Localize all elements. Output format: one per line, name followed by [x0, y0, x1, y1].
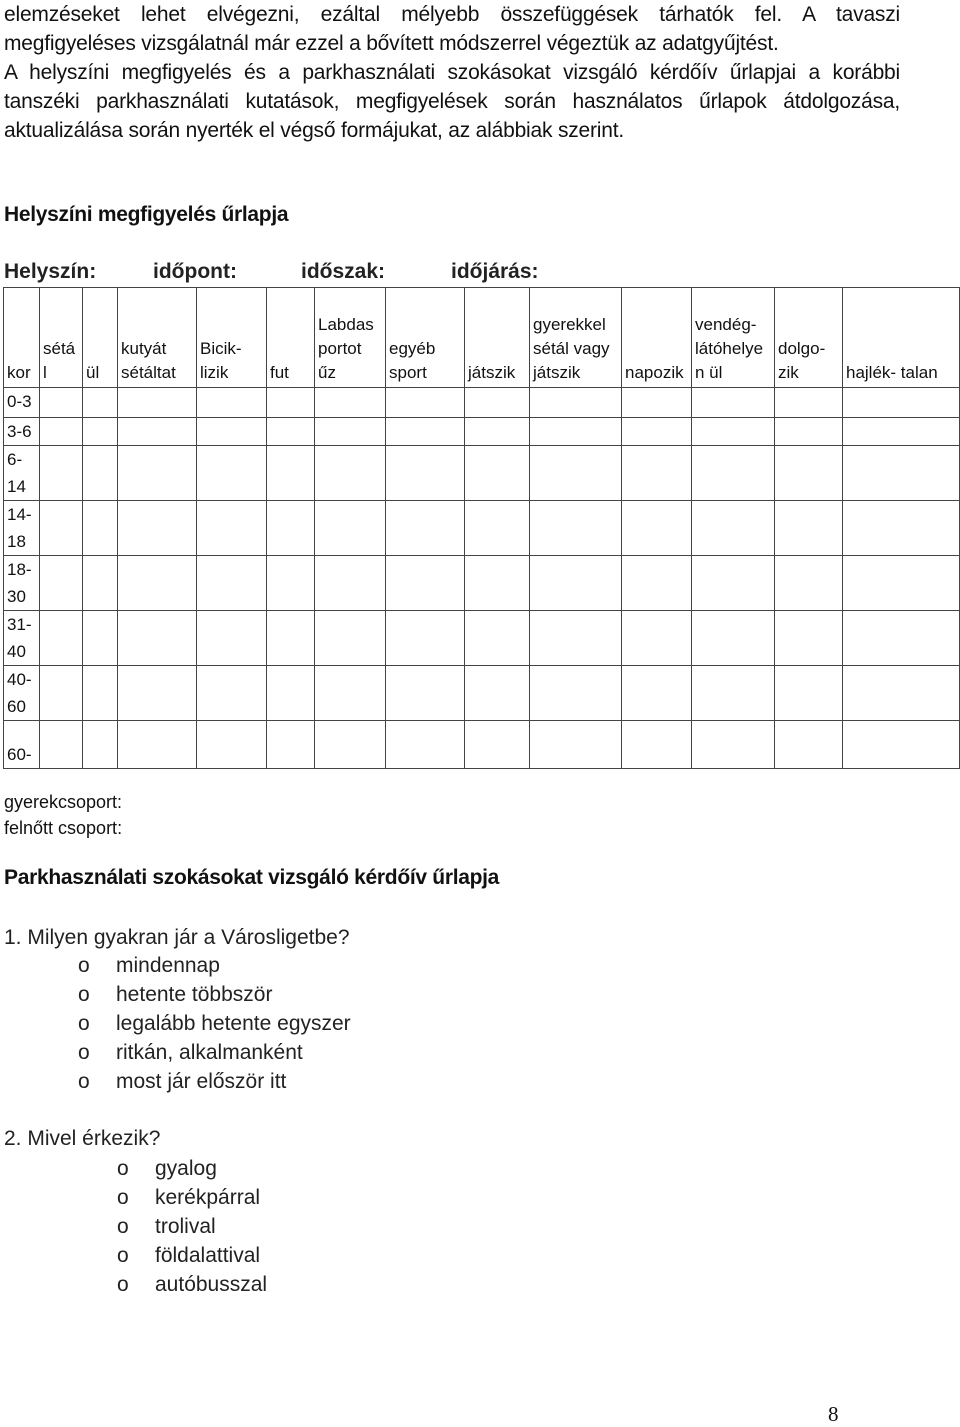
tally-cell — [775, 666, 843, 721]
tally-cell — [267, 446, 315, 501]
tally-cell — [267, 556, 315, 611]
column-header: napozik — [622, 288, 692, 388]
option-bullet-icon: o — [78, 1012, 90, 1035]
tally-cell — [118, 388, 197, 418]
tally-cell — [83, 418, 118, 446]
tally-cell — [118, 418, 197, 446]
tally-cell — [386, 388, 465, 418]
tally-cell — [40, 611, 83, 666]
option-label: gyalog — [155, 1157, 217, 1180]
tally-cell — [40, 446, 83, 501]
option-label: földalattival — [155, 1244, 261, 1267]
answer-option — [117, 1215, 267, 1244]
tally-cell — [386, 501, 465, 556]
age-group-cell: 14- 18 — [4, 501, 40, 556]
tally-cell — [775, 418, 843, 446]
tally-cell — [118, 721, 197, 769]
age-group-cell: 60- — [4, 721, 40, 769]
option-bullet-icon: o — [117, 1157, 129, 1180]
answer-option — [117, 1186, 267, 1215]
column-header: sétá l — [40, 288, 83, 388]
tally-cell — [530, 446, 622, 501]
column-header: Bicik- lizik — [197, 288, 267, 388]
table-row — [4, 611, 960, 666]
tally-cell — [83, 501, 118, 556]
tally-cell — [692, 666, 775, 721]
tally-cell — [530, 501, 622, 556]
tally-cell — [530, 556, 622, 611]
intro-line: aktualizálása során nyerték el végső formájukat, az alábbiak szerint. — [4, 119, 625, 142]
tally-cell — [197, 501, 267, 556]
field-weather: időjárás: — [451, 260, 539, 283]
tally-cell — [530, 611, 622, 666]
tally-cell — [267, 666, 315, 721]
column-header: egyéb sport — [386, 288, 465, 388]
tally-cell — [267, 388, 315, 418]
tally-cell — [530, 388, 622, 418]
option-bullet-icon: o — [117, 1244, 129, 1267]
question-1: 1. Milyen gyakran jár a Városligetbe? — [4, 926, 350, 949]
tally-cell — [775, 556, 843, 611]
tally-cell — [118, 556, 197, 611]
tally-cell — [40, 721, 83, 769]
tally-cell — [465, 501, 530, 556]
tally-cell — [692, 446, 775, 501]
option-bullet-icon: o — [117, 1186, 129, 1209]
tally-cell — [386, 556, 465, 611]
tally-cell — [775, 611, 843, 666]
tally-cell — [775, 501, 843, 556]
table-row — [4, 556, 960, 611]
tally-cell — [197, 721, 267, 769]
column-header: kor — [4, 288, 40, 388]
tally-cell — [197, 611, 267, 666]
tally-cell — [692, 611, 775, 666]
intro-line: megfigyeléses vizsgálatnál már ezzel a bővített módszerrel végeztük az adatgyűjtést. — [4, 32, 779, 55]
option-label: hetente többször — [116, 983, 273, 1006]
tally-cell — [40, 556, 83, 611]
age-group-cell: 40- 60 — [4, 666, 40, 721]
tally-cell — [692, 501, 775, 556]
tally-cell — [40, 666, 83, 721]
tally-cell — [622, 501, 692, 556]
column-header: gyerekkel sétál vagy játszik — [530, 288, 622, 388]
tally-cell — [386, 666, 465, 721]
tally-cell — [40, 418, 83, 446]
answer-option — [78, 954, 351, 983]
tally-cell — [386, 721, 465, 769]
observation-table — [3, 287, 960, 769]
column-header: hajlék- talan — [843, 288, 960, 388]
tally-cell — [197, 388, 267, 418]
question-1-options — [78, 954, 351, 1099]
field-time: időpont: — [153, 260, 237, 283]
tally-cell — [118, 666, 197, 721]
answer-option — [78, 1041, 351, 1070]
intro-line: tanszéki parkhasználati kutatások, megfigyelések során használatos űrlapok átdolgozása, — [4, 90, 900, 113]
tally-cell — [267, 418, 315, 446]
tally-cell — [692, 721, 775, 769]
tally-cell — [692, 418, 775, 446]
tally-cell — [843, 611, 960, 666]
table-row — [4, 666, 960, 721]
tally-cell — [83, 721, 118, 769]
tally-cell — [118, 446, 197, 501]
answer-option — [117, 1157, 267, 1186]
tally-cell — [118, 501, 197, 556]
tally-cell — [197, 418, 267, 446]
tally-cell — [267, 721, 315, 769]
age-group-cell: 0-3 — [4, 388, 40, 418]
option-bullet-icon: o — [78, 1070, 90, 1093]
age-group-cell: 18- 30 — [4, 556, 40, 611]
option-bullet-icon: o — [117, 1215, 129, 1238]
tally-cell — [775, 388, 843, 418]
tally-cell — [622, 446, 692, 501]
tally-cell — [83, 446, 118, 501]
column-header: Labdas portot űz — [315, 288, 386, 388]
tally-cell — [315, 501, 386, 556]
tally-cell — [315, 418, 386, 446]
tally-cell — [843, 446, 960, 501]
tally-cell — [622, 721, 692, 769]
answer-option — [117, 1273, 267, 1302]
tally-cell — [197, 446, 267, 501]
option-bullet-icon: o — [78, 1041, 90, 1064]
column-header: fut — [267, 288, 315, 388]
option-label: legalább hetente egyszer — [116, 1012, 351, 1035]
answer-option — [117, 1244, 267, 1273]
tally-cell — [315, 556, 386, 611]
intro-paragraph — [4, 0, 900, 145]
option-bullet-icon: o — [78, 954, 90, 977]
column-header: játszik — [465, 288, 530, 388]
tally-cell — [622, 666, 692, 721]
tally-cell — [83, 611, 118, 666]
table-row — [4, 501, 960, 556]
field-period: időszak: — [301, 260, 386, 283]
tally-cell — [315, 666, 386, 721]
tally-cell — [622, 418, 692, 446]
tally-cell — [315, 388, 386, 418]
tally-cell — [465, 721, 530, 769]
tally-cell — [40, 388, 83, 418]
table-header-row — [4, 288, 960, 388]
answer-option — [78, 983, 351, 1012]
tally-cell — [843, 388, 960, 418]
tally-cell — [315, 446, 386, 501]
table-row — [4, 446, 960, 501]
age-group-cell: 31- 40 — [4, 611, 40, 666]
tally-cell — [465, 611, 530, 666]
tally-cell — [197, 666, 267, 721]
age-group-cell: 6- 14 — [4, 446, 40, 501]
tally-cell — [843, 721, 960, 769]
column-header: dolgo- zik — [775, 288, 843, 388]
column-header: ül — [83, 288, 118, 388]
tally-cell — [465, 418, 530, 446]
option-bullet-icon: o — [117, 1273, 129, 1296]
tally-cell — [40, 501, 83, 556]
tally-cell — [315, 611, 386, 666]
tally-cell — [83, 556, 118, 611]
tally-cell — [118, 611, 197, 666]
tally-cell — [530, 418, 622, 446]
group-labels — [4, 789, 122, 841]
option-bullet-icon: o — [78, 983, 90, 1006]
tally-cell — [843, 501, 960, 556]
tally-cell — [622, 611, 692, 666]
tally-cell — [530, 721, 622, 769]
tally-cell — [775, 721, 843, 769]
option-label: mindennap — [116, 954, 220, 977]
tally-cell — [775, 446, 843, 501]
table-row — [4, 388, 960, 418]
tally-cell — [465, 388, 530, 418]
age-group-cell: 3-6 — [4, 418, 40, 446]
tally-cell — [386, 446, 465, 501]
question-2: 2. Mivel érkezik? — [4, 1127, 161, 1150]
table-row — [4, 721, 960, 769]
answer-option — [78, 1012, 351, 1041]
page-number: 8 — [828, 1402, 839, 1426]
option-label: most jár először itt — [116, 1070, 287, 1093]
tally-cell — [465, 556, 530, 611]
tally-cell — [692, 556, 775, 611]
tally-cell — [197, 556, 267, 611]
tally-cell — [843, 556, 960, 611]
tally-cell — [386, 611, 465, 666]
tally-cell — [692, 388, 775, 418]
option-label: trolival — [155, 1215, 216, 1238]
field-location: Helyszín: — [4, 260, 97, 283]
answer-option — [78, 1070, 351, 1099]
adult-group-label: felnőtt csoport: — [4, 818, 123, 838]
observation-header-fields — [4, 260, 564, 288]
tally-cell — [267, 611, 315, 666]
column-header: kutyát sétáltat — [118, 288, 197, 388]
questionnaire-title: Parkhasználati szokásokat vizsgáló kérdőív űrlapja — [4, 866, 500, 889]
tally-cell — [83, 388, 118, 418]
tally-cell — [843, 418, 960, 446]
child-group-label: gyerekcsoport: — [4, 792, 123, 812]
table-row — [4, 418, 960, 446]
tally-cell — [622, 556, 692, 611]
tally-cell — [530, 666, 622, 721]
column-header: vendég- látóhelye n ül — [692, 288, 775, 388]
tally-cell — [315, 721, 386, 769]
tally-cell — [465, 446, 530, 501]
tally-cell — [843, 666, 960, 721]
tally-cell — [83, 666, 118, 721]
tally-cell — [386, 418, 465, 446]
option-label: kerékpárral — [155, 1186, 261, 1209]
option-label: ritkán, alkalmanként — [116, 1041, 303, 1064]
tally-cell — [267, 501, 315, 556]
intro-line: elemzéseket lehet elvégezni, ezáltal mélyebb összefüggések tárhatók fel. A tavaszi — [4, 3, 900, 26]
tally-cell — [622, 388, 692, 418]
question-2-options — [117, 1157, 267, 1302]
option-label: autóbusszal — [155, 1273, 268, 1296]
observation-form-title: Helyszíni megfigyelés űrlapja — [4, 203, 289, 226]
intro-line: A helyszíni megfigyelés és a parkhasználati szokásokat vizsgáló kérdőív űrlapjai a korábbi — [4, 61, 900, 84]
tally-cell — [465, 666, 530, 721]
